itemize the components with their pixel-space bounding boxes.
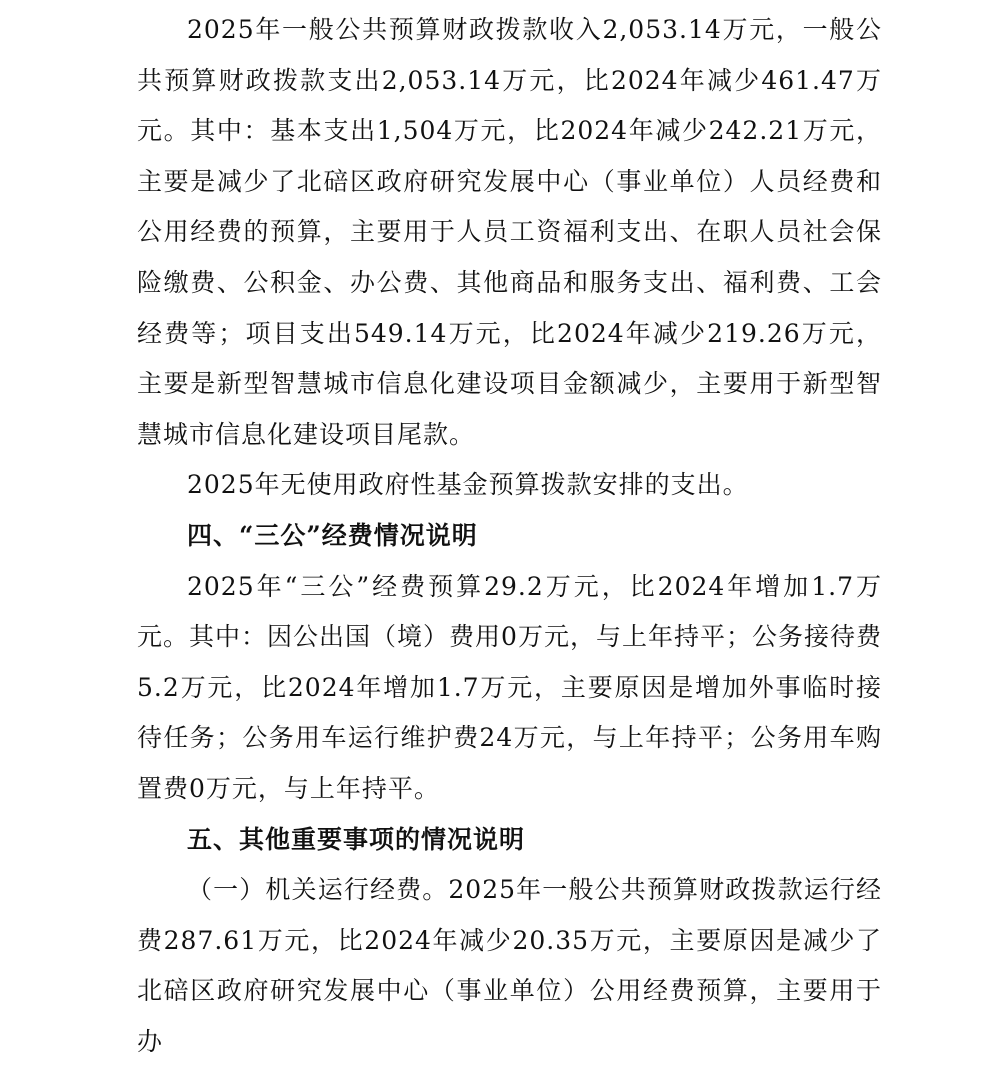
section-heading-other-matters: 五、其他重要事项的情况说明 bbox=[187, 824, 526, 854]
budget-allocation-paragraph: 2025年一般公共预算财政拨款收入2,053.14万元，一般公共预算财政拨款支出2,053.14万元，比2024年减少461.47万元。其中：基本支出1,504万元，比2024年减少242.21万元，主要是减少了北碚区政府研究发展中心（事业单位）人员经费和公用经费的预算，主要用于人员工资福利支出、在职人员社会保险缴费、公积金、办公费、其他商品和服务支出、福利费、工会经费等；项目支出549.14万元，比2024年减少219.26万元，主要是新型智慧城市信息化建设项目金额减少，主要用于新型智慧城市信息化建设项目尾款。 bbox=[137, 15, 882, 449]
document-page bbox=[137, 5, 882, 1067]
three-public-expenses-paragraph: 2025年“三公”经费预算29.2万元，比2024年增加1.7万元。其中：因公出国（境）费用0万元，与上年持平；公务接待费5.2万元，比2024年增加1.7万元，主要原因是增加外事临时接待任务；公务用车运行维护费24万元，与上年持平；公务用车购置费0万元，与上年持平。 bbox=[137, 571, 882, 803]
section-heading-three-public-expenses: 四、“三公”经费情况说明 bbox=[187, 520, 478, 550]
operating-expenses-paragraph: （一）机关运行经费。2025年一般公共预算财政拨款运行经费287.61万元，比2024年减少20.35万元，主要原因是减少了北碚区政府研究发展中心（事业单位）公用经费预算，主要用于办 bbox=[137, 875, 882, 1056]
government-fund-paragraph: 2025年无使用政府性基金预算拨款安排的支出。 bbox=[187, 470, 749, 500]
